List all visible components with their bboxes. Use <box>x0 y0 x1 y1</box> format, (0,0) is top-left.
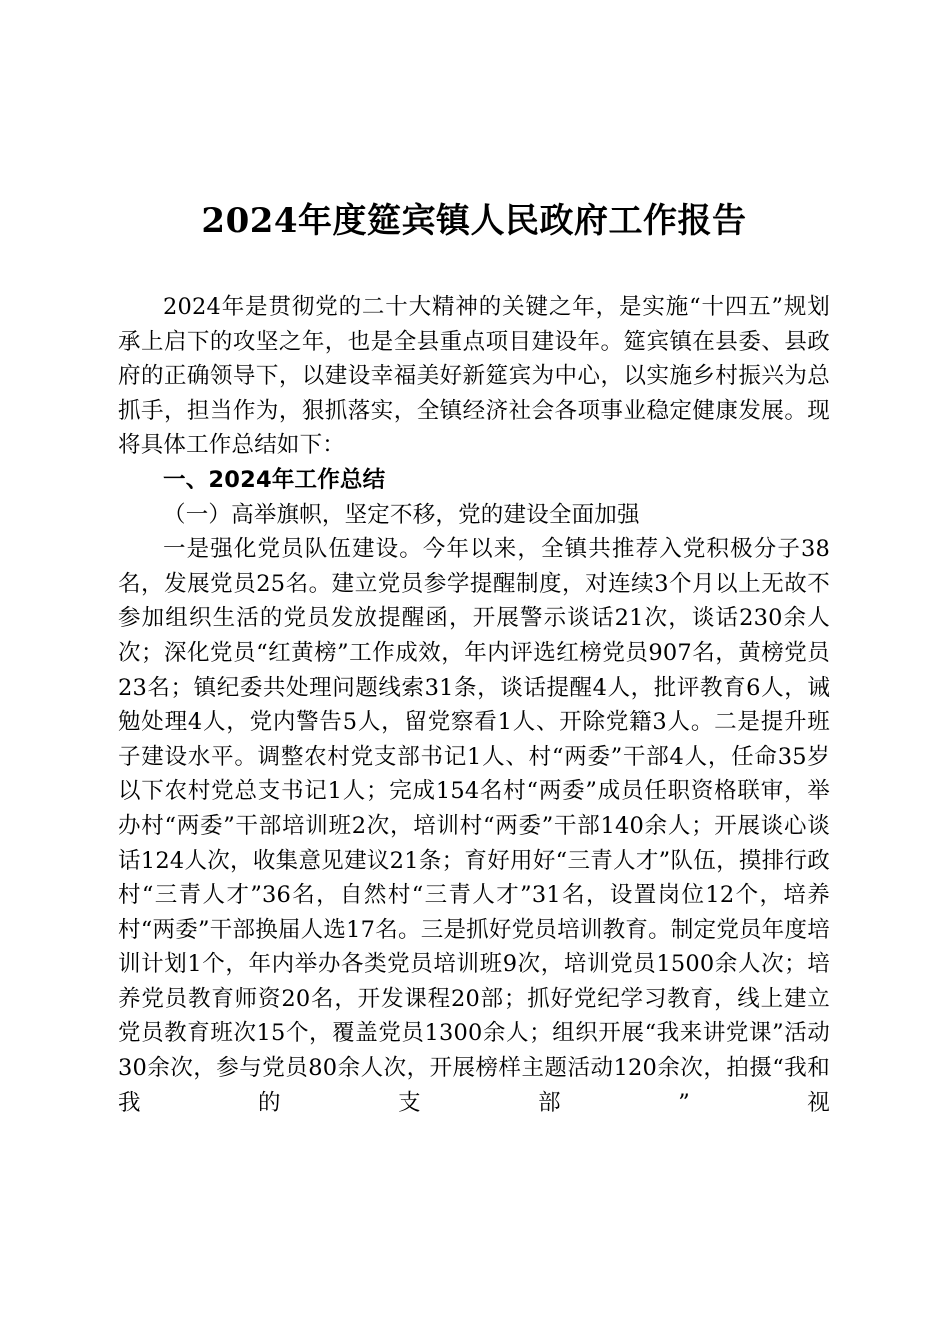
section-heading: 一、2024年工作总结 <box>163 466 386 493</box>
subsection-heading: （一）高举旗帜，坚定不移，党的建设全面加强 <box>163 501 640 528</box>
intro-paragraph: 2024年是贯彻党的二十大精神的关键之年，是实施“十四五”规划承上启下的攻坚之年，也是全县重点项目建设年。筵宾镇在县委、县政府的正确领导下，以建设幸福美好新筵宾为中心，以实施乡村振兴为总抓手，担当作为，狠抓落实，全镇经济社会各项事业稳定健康发展。现将具体工作总结如下： <box>118 294 830 459</box>
document-title: 2024年度筵宾镇人民政府工作报告 <box>201 201 747 241</box>
body-paragraph: 一是强化党员队伍建设。今年以来，全镇共推荐入党积极分子38名，发展党员25名。建立党员参学提醒制度，对连续3个月以上无故不参加组织生活的党员发放提醒函，开展警示谈话21次，谈话230余人次；深化党员“红黄榜”工作成效，年内评选红榜党员907名，黄榜党员23名；镇纪委共处理问题线索31条，谈话提醒4人，批评教育6人，诫勉处理4人，党内警告5人，留党察看1人、开除党籍3人。二是提升班子建设水平。调整农村党支部书记1人、村“两委”干部4人，任命35岁以下农村党总支书记1人；完成154名村“两委”成员任职资格联审，举办村“两委”干部培训班2次，培训村“两委”干部140余人；开展谈心谈话124人次，收集意见建议21条；育好用好“三青人才”队伍，摸排行政村“三青人才”36名，自然村“三青人才”31名，设置岗位12个，培养村“两委”干部换届人选17名。三是抓好党员培训教育。制定党员年度培训计划1个，年内举办各类党员培训班9次，培训党员1500余人次；培养党员教育师资20名，开发课程20部；抓好党纪学习教育，线上建立党员教育班次15个，覆盖党员1300余人；组织开展“我来讲党课”活动30余次，参与党员80余人次，开展榜样主题活动120余次，拍摄“我和我的支部”视 <box>118 536 830 1116</box>
document-body <box>118 290 830 1120</box>
